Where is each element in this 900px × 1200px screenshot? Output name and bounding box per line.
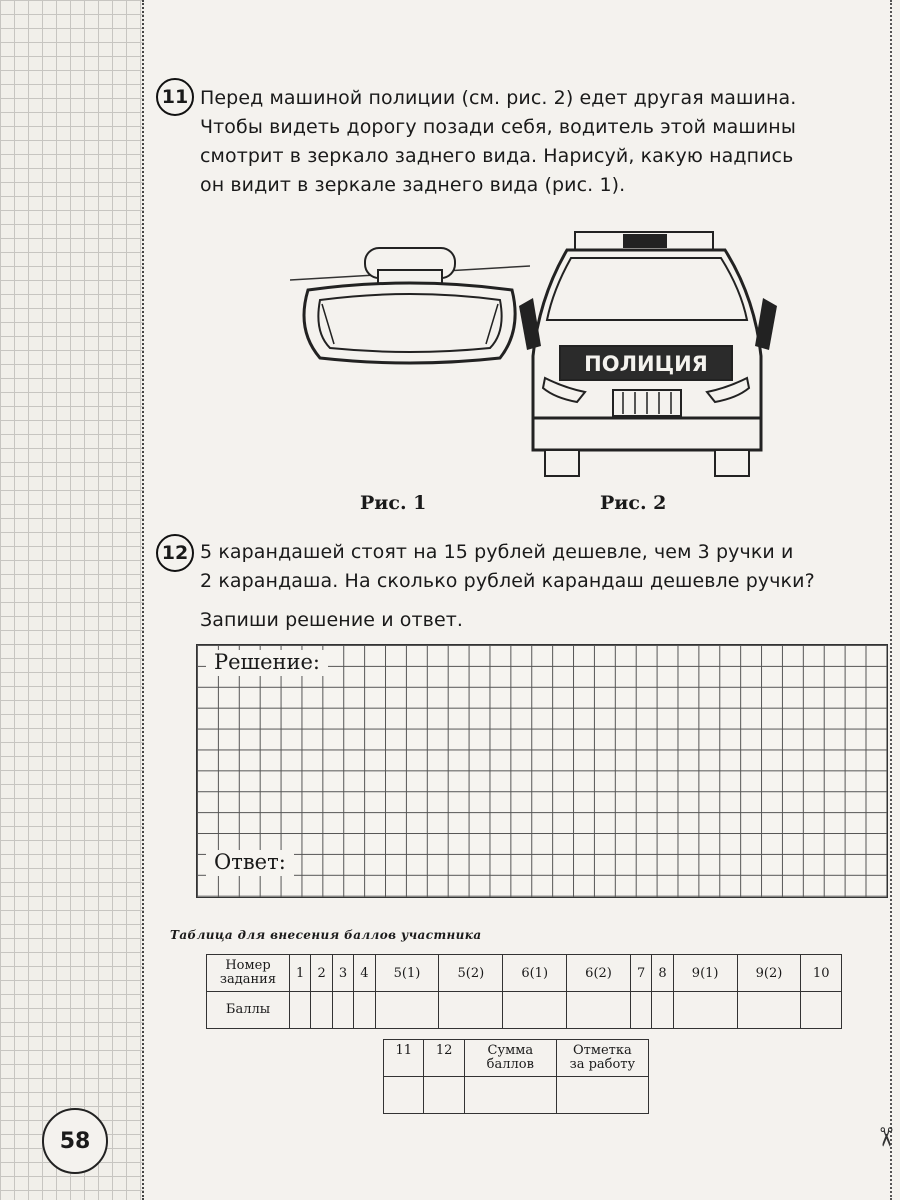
score-table-points-row bbox=[207, 992, 842, 1029]
score-cell[interactable] bbox=[567, 992, 631, 1029]
summary-task-12: 12 bbox=[424, 1040, 464, 1077]
scissors-icon: ✂ bbox=[870, 1126, 900, 1148]
figure-2-caption: Рис. 2 bbox=[600, 492, 667, 514]
task-12-number: 12 bbox=[156, 534, 194, 572]
summary-task-11: 11 bbox=[384, 1040, 424, 1077]
score-cell[interactable] bbox=[375, 992, 439, 1029]
score-cell[interactable] bbox=[556, 1077, 648, 1114]
score-table-caption: Таблица для внесения баллов участника bbox=[170, 928, 482, 942]
sum-points-header bbox=[464, 1040, 556, 1077]
solution-grid[interactable] bbox=[196, 644, 888, 898]
score-cell[interactable] bbox=[630, 992, 651, 1029]
task-col-1: 1 bbox=[290, 955, 311, 992]
task-12-line-1: 5 карандашей стоят на 15 рублей дешевле, чем 3 ручки и bbox=[200, 541, 794, 563]
points-header: Баллы bbox=[207, 992, 290, 1029]
task-col-5-1: 5(1) bbox=[375, 955, 439, 992]
score-cell[interactable] bbox=[737, 992, 801, 1029]
score-cell[interactable] bbox=[424, 1077, 464, 1114]
task-12-instruction: Запиши решение и ответ. bbox=[200, 609, 464, 631]
summary-values-row bbox=[384, 1077, 649, 1114]
task-12-text bbox=[200, 538, 888, 596]
score-cell[interactable] bbox=[801, 992, 842, 1029]
task-col-5-2: 5(2) bbox=[439, 955, 503, 992]
sum-points-line-1: Сумма bbox=[487, 1043, 534, 1058]
task-11-text bbox=[200, 84, 888, 200]
task-number-header-line-2: задания bbox=[219, 972, 277, 987]
task-11-line-3: смотрит в зеркало заднего вида. Нарисуй, какую надпись bbox=[200, 145, 794, 167]
task-col-9-2: 9(2) bbox=[737, 955, 801, 992]
task-col-3: 3 bbox=[332, 955, 353, 992]
margin-grid bbox=[0, 0, 144, 1200]
figure-1-caption: Рис. 1 bbox=[360, 492, 427, 514]
score-cell[interactable] bbox=[439, 992, 503, 1029]
rear-view-mirror-figure bbox=[290, 240, 530, 390]
grade-line-1: Отметка bbox=[573, 1043, 632, 1058]
summary-header-row bbox=[384, 1040, 649, 1077]
task-col-6-1: 6(1) bbox=[503, 955, 567, 992]
police-car-figure bbox=[515, 228, 785, 483]
score-cell[interactable] bbox=[354, 992, 375, 1029]
answer-label: Ответ: bbox=[206, 850, 294, 876]
score-cell[interactable] bbox=[464, 1077, 556, 1114]
score-cell[interactable] bbox=[652, 992, 673, 1029]
summary-table bbox=[383, 1039, 649, 1114]
sum-points-line-2: баллов bbox=[486, 1057, 534, 1072]
score-cell[interactable] bbox=[673, 992, 737, 1029]
task-col-8: 8 bbox=[652, 955, 673, 992]
task-number-header bbox=[207, 955, 290, 992]
score-cell[interactable] bbox=[384, 1077, 424, 1114]
score-table-header-row bbox=[207, 955, 842, 992]
police-label: ПОЛИЦИЯ bbox=[584, 352, 708, 376]
task-12-line-2: 2 карандаша. На сколько рублей карандаш дешевле ручки? bbox=[200, 570, 815, 592]
grade-line-2: за работу bbox=[569, 1057, 636, 1072]
score-cell[interactable] bbox=[503, 992, 567, 1029]
solution-label: Решение: bbox=[206, 650, 328, 676]
task-col-6-2: 6(2) bbox=[567, 955, 631, 992]
task-col-4: 4 bbox=[354, 955, 375, 992]
task-11-number: 11 bbox=[156, 78, 194, 116]
task-11-line-4: он видит в зеркале заднего вида (рис. 1). bbox=[200, 174, 626, 196]
score-table bbox=[206, 954, 842, 1029]
cut-line bbox=[890, 0, 892, 1200]
score-cell[interactable] bbox=[332, 992, 353, 1029]
grade-header bbox=[556, 1040, 648, 1077]
score-cell[interactable] bbox=[290, 992, 311, 1029]
score-cell[interactable] bbox=[311, 992, 332, 1029]
task-11-line-2: Чтобы видеть дорогу позади себя, водитель этой машины bbox=[200, 116, 796, 138]
task-col-7: 7 bbox=[630, 955, 651, 992]
task-11-line-1: Перед машиной полиции (см. рис. 2) едет другая машина. bbox=[200, 87, 797, 109]
task-col-10: 10 bbox=[801, 955, 842, 992]
task-col-2: 2 bbox=[311, 955, 332, 992]
task-number-header-line-1: Номер bbox=[225, 958, 271, 973]
task-col-9-1: 9(1) bbox=[673, 955, 737, 992]
page-number: 58 bbox=[42, 1108, 108, 1174]
